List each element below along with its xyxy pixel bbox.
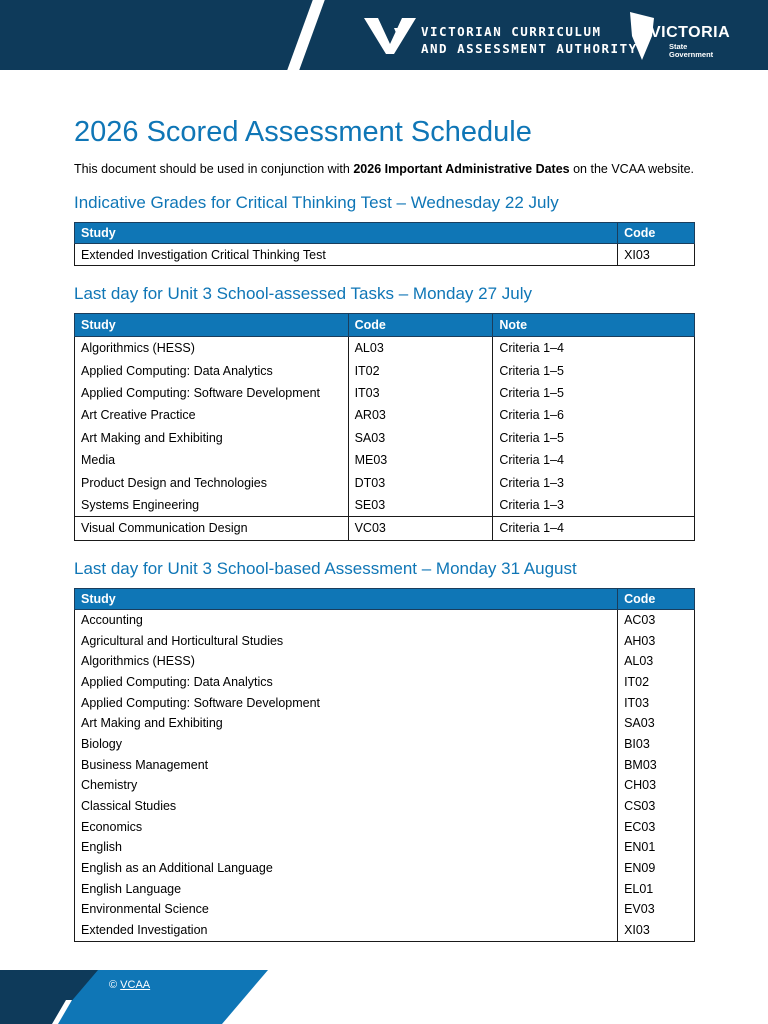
- table-row: [75, 692, 695, 713]
- section-heading-critical-thinking: Indicative Grades for Critical Thinking Test – Wednesday 22 July: [74, 193, 559, 212]
- column-header-code: Code: [618, 223, 695, 244]
- table-row: [75, 382, 695, 404]
- study-cell: English: [75, 837, 618, 858]
- column-header-study: Study: [75, 588, 618, 609]
- table-row: [75, 609, 695, 630]
- vcaa-footer-link[interactable]: VCAA: [120, 979, 151, 991]
- code-cell: SE03: [348, 494, 493, 517]
- section-heading-school-assessed-tasks: Last day for Unit 3 School-assessed Tasks – Monday 27 July: [74, 284, 532, 303]
- table-row: [75, 899, 695, 920]
- note-cell: Criteria 1–5: [493, 359, 695, 381]
- school-based-assessment-table: [74, 588, 695, 942]
- code-cell: EC03: [618, 816, 695, 837]
- study-cell: Media: [75, 449, 349, 471]
- study-cell: Classical Studies: [75, 796, 618, 817]
- table-row: [75, 878, 695, 899]
- study-cell: Systems Engineering: [75, 494, 349, 517]
- gov-sub-1: State: [669, 42, 688, 51]
- table-row: [75, 630, 695, 651]
- code-cell: AL03: [618, 651, 695, 672]
- table-row: [75, 404, 695, 426]
- study-cell: Applied Computing: Software Development: [75, 382, 349, 404]
- study-cell: Art Making and Exhibiting: [75, 427, 349, 449]
- intro-bold-reference: 2026 Important Administrative Dates: [353, 162, 570, 176]
- table-row: [75, 775, 695, 796]
- note-cell: Criteria 1–4: [493, 449, 695, 471]
- column-header-code: Code: [618, 588, 695, 609]
- table-row: [75, 651, 695, 672]
- study-cell: Applied Computing: Data Analytics: [75, 672, 618, 693]
- table-row: [75, 244, 695, 266]
- study-cell: Extended Investigation Critical Thinking Test: [75, 244, 618, 266]
- table-row: [75, 494, 695, 517]
- table-row: [75, 517, 695, 540]
- code-cell: IT02: [348, 359, 493, 381]
- footer-copyright: [109, 979, 150, 991]
- study-cell: Economics: [75, 816, 618, 837]
- table-header-row: [75, 588, 695, 609]
- study-cell: Art Making and Exhibiting: [75, 713, 618, 734]
- table-row: [75, 754, 695, 775]
- study-cell: English Language: [75, 878, 618, 899]
- school-assessed-tasks-table: [74, 313, 695, 541]
- study-cell: Business Management: [75, 754, 618, 775]
- code-cell: IT02: [618, 672, 695, 693]
- code-cell: ME03: [348, 449, 493, 471]
- code-cell: BM03: [618, 754, 695, 775]
- code-cell: EL01: [618, 878, 695, 899]
- table-row: [75, 734, 695, 755]
- org-line-2: AND ASSESSMENT AUTHORITY: [421, 41, 638, 56]
- table-row: [75, 816, 695, 837]
- note-cell: Criteria 1–3: [493, 471, 695, 493]
- note-cell: Criteria 1–6: [493, 404, 695, 426]
- study-cell: Product Design and Technologies: [75, 471, 349, 493]
- code-cell: IT03: [618, 692, 695, 713]
- code-cell: DT03: [348, 471, 493, 493]
- study-cell: Visual Communication Design: [75, 517, 349, 540]
- org-line-1: VICTORIAN CURRICULUM: [421, 24, 602, 39]
- note-cell: Criteria 1–5: [493, 427, 695, 449]
- table-row: [75, 796, 695, 817]
- code-cell: AH03: [618, 630, 695, 651]
- table-row: [75, 449, 695, 471]
- intro-paragraph: [74, 161, 695, 177]
- section-heading-school-based-assessment: Last day for Unit 3 School-based Assessment – Monday 31 August: [74, 558, 577, 578]
- study-cell: Agricultural and Horticultural Studies: [75, 630, 618, 651]
- victoria-wordmark: VICTORIA: [650, 24, 731, 41]
- note-cell: Criteria 1–5: [493, 382, 695, 404]
- code-cell: EN01: [618, 837, 695, 858]
- study-cell: Applied Computing: Software Development: [75, 692, 618, 713]
- study-cell: Biology: [75, 734, 618, 755]
- column-header-code: Code: [348, 314, 493, 337]
- table-row: [75, 837, 695, 858]
- table-row: [75, 713, 695, 734]
- code-cell: VC03: [348, 517, 493, 540]
- page-title: 2026 Scored Assessment Schedule: [74, 116, 532, 148]
- code-cell: AC03: [618, 609, 695, 630]
- intro-text-before: This document should be used in conjunction with: [74, 162, 354, 176]
- state-government-label: [669, 43, 713, 59]
- vcaa-org-name: [421, 23, 638, 57]
- code-cell: SA03: [618, 713, 695, 734]
- table-row: [75, 337, 695, 360]
- column-header-note: Note: [493, 314, 695, 337]
- study-cell: Environmental Science: [75, 899, 618, 920]
- code-cell: SA03: [348, 427, 493, 449]
- gov-sub-2: Government: [669, 50, 714, 59]
- intro-text-after: on the VCAA website.: [569, 162, 695, 176]
- table-row: [75, 359, 695, 381]
- code-cell: CS03: [618, 796, 695, 817]
- code-cell: CH03: [618, 775, 695, 796]
- study-cell: Chemistry: [75, 775, 618, 796]
- code-cell: AR03: [348, 404, 493, 426]
- copyright-symbol: ©: [109, 979, 118, 991]
- table-row: [75, 427, 695, 449]
- document-body: [74, 108, 695, 942]
- code-cell: AL03: [348, 337, 493, 360]
- column-header-study: Study: [75, 314, 349, 337]
- column-header-study: Study: [75, 223, 618, 244]
- study-cell: English as an Additional Language: [75, 858, 618, 879]
- study-cell: Applied Computing: Data Analytics: [75, 359, 349, 381]
- table-row: [75, 920, 695, 941]
- code-cell: BI03: [618, 734, 695, 755]
- code-cell: EN09: [618, 858, 695, 879]
- table-header-row: [75, 314, 695, 337]
- study-cell: Accounting: [75, 609, 618, 630]
- table-row: [75, 858, 695, 879]
- note-cell: Criteria 1–3: [493, 494, 695, 517]
- code-cell: EV03: [618, 899, 695, 920]
- table-header-row: [75, 223, 695, 244]
- table-row: [75, 471, 695, 493]
- header-stripe: [287, 0, 324, 70]
- critical-thinking-table: [74, 222, 695, 266]
- code-cell: IT03: [348, 382, 493, 404]
- study-cell: Algorithmics (HESS): [75, 337, 349, 360]
- page-header: [0, 0, 768, 70]
- code-cell: XI03: [618, 244, 695, 266]
- vcaa-logo-icon: [364, 14, 416, 58]
- study-cell: Art Creative Practice: [75, 404, 349, 426]
- table-row: [75, 672, 695, 693]
- study-cell: Extended Investigation: [75, 920, 618, 941]
- note-cell: Criteria 1–4: [493, 517, 695, 540]
- note-cell: Criteria 1–4: [493, 337, 695, 360]
- study-cell: Algorithmics (HESS): [75, 651, 618, 672]
- code-cell: XI03: [618, 920, 695, 941]
